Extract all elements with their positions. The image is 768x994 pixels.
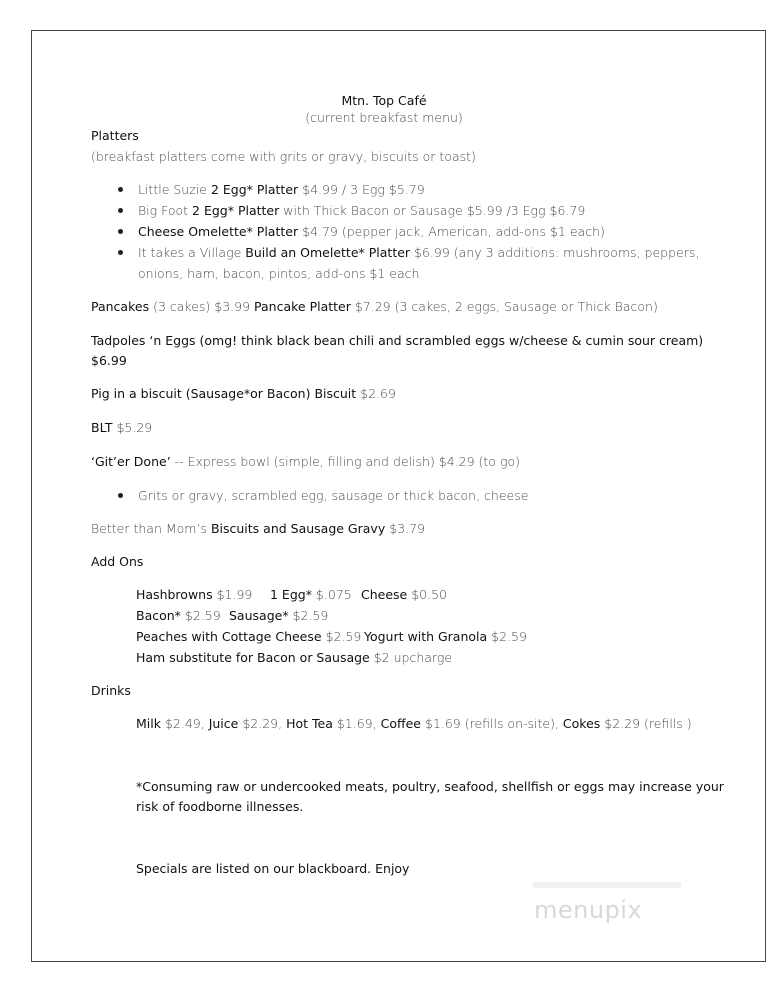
addon-egg: 1 Egg* $.075 (270, 587, 352, 602)
addon-sausage: Sausage* $2.59 (229, 608, 329, 623)
menu-title: Mtn. Top Café (341, 93, 427, 108)
tadpoles-price: $6.99 (91, 353, 127, 368)
platter-item: Cheese Omelette* Platter $4.79 (pepper jack, American, add-ons $1 each) (138, 224, 605, 239)
health-warning-continued: risk of foodborne illnesses. (136, 799, 304, 814)
health-warning: *Consuming raw or undercooked meats, poultry, seafood, shellfish or eggs may increase your (136, 779, 724, 794)
addon-ham: Ham substitute for Bacon or Sausage $2 upcharge (136, 650, 453, 665)
menu-subtitle: (current breakfast menu) (305, 110, 463, 125)
gitter-done-line: ‘Git’er Done’ -- Express bowl (simple, filling and delish) $4.29 (to go) (91, 454, 520, 469)
addon-cheese: Cheese $0.50 (361, 587, 447, 602)
bullet-icon (118, 493, 123, 498)
bullet-icon (118, 250, 123, 255)
bullet-icon (118, 187, 123, 192)
watermark-strip (532, 882, 682, 888)
bullet-icon (118, 229, 123, 234)
addon-yogurt: Yogurt with Granola $2.59 (364, 629, 527, 644)
drinks-line: Milk $2.49, Juice $2.29, Hot Tea $1.69, Coffee $1.69 (refills on-site), Cokes $2.29 (refills ) (136, 716, 692, 731)
platters-heading: Platters (91, 128, 139, 143)
tadpoles-line: Tadpoles ‘n Eggs (omg! think black bean chili and scrambled eggs w/cheese & cumin sour cream) (91, 333, 704, 348)
blt-line: BLT $5.29 (91, 420, 153, 435)
pig-biscuit-line: Pig in a biscuit (Sausage*or Bacon) Biscuit $2.69 (91, 386, 396, 401)
pancakes-line: Pancakes (3 cakes) $3.99 Pancake Platter $7.29 (3 cakes, 2 eggs, Sausage or Thick Bacon) (91, 299, 658, 314)
drinks-heading: Drinks (91, 683, 131, 698)
bullet-icon (118, 208, 123, 213)
platter-item-continued: onions, ham, bacon, pintos, add-ons $1 each (138, 266, 420, 281)
platter-item: Big Foot 2 Egg* Platter with Thick Bacon or Sausage $5.99 /3 Egg $6.79 (138, 203, 586, 218)
addons-heading: Add Ons (91, 554, 144, 569)
platter-item: Little Suzie 2 Egg* Platter $4.99 / 3 Egg $5.79 (138, 182, 425, 197)
biscuits-gravy-line: Better than Mom’s Biscuits and Sausage Gravy $3.79 (91, 521, 425, 536)
addon-bacon: Bacon* $2.59 (136, 608, 221, 623)
addon-hashbrowns: Hashbrowns $1.99 (136, 587, 253, 602)
gitter-done-item: Grits or gravy, scrambled egg, sausage or thick bacon, cheese (138, 488, 529, 503)
platters-note: (breakfast platters come with grits or gravy, biscuits or toast) (91, 149, 476, 164)
platter-item: It takes a Village Build an Omelette* Platter $6.99 (any 3 additions: mushrooms, peppers, (138, 245, 700, 260)
watermark-logo: menupix (534, 896, 643, 924)
specials-note: Specials are listed on our blackboard. Enjoy (136, 861, 410, 876)
addon-peaches: Peaches with Cottage Cheese $2.59 (136, 629, 362, 644)
